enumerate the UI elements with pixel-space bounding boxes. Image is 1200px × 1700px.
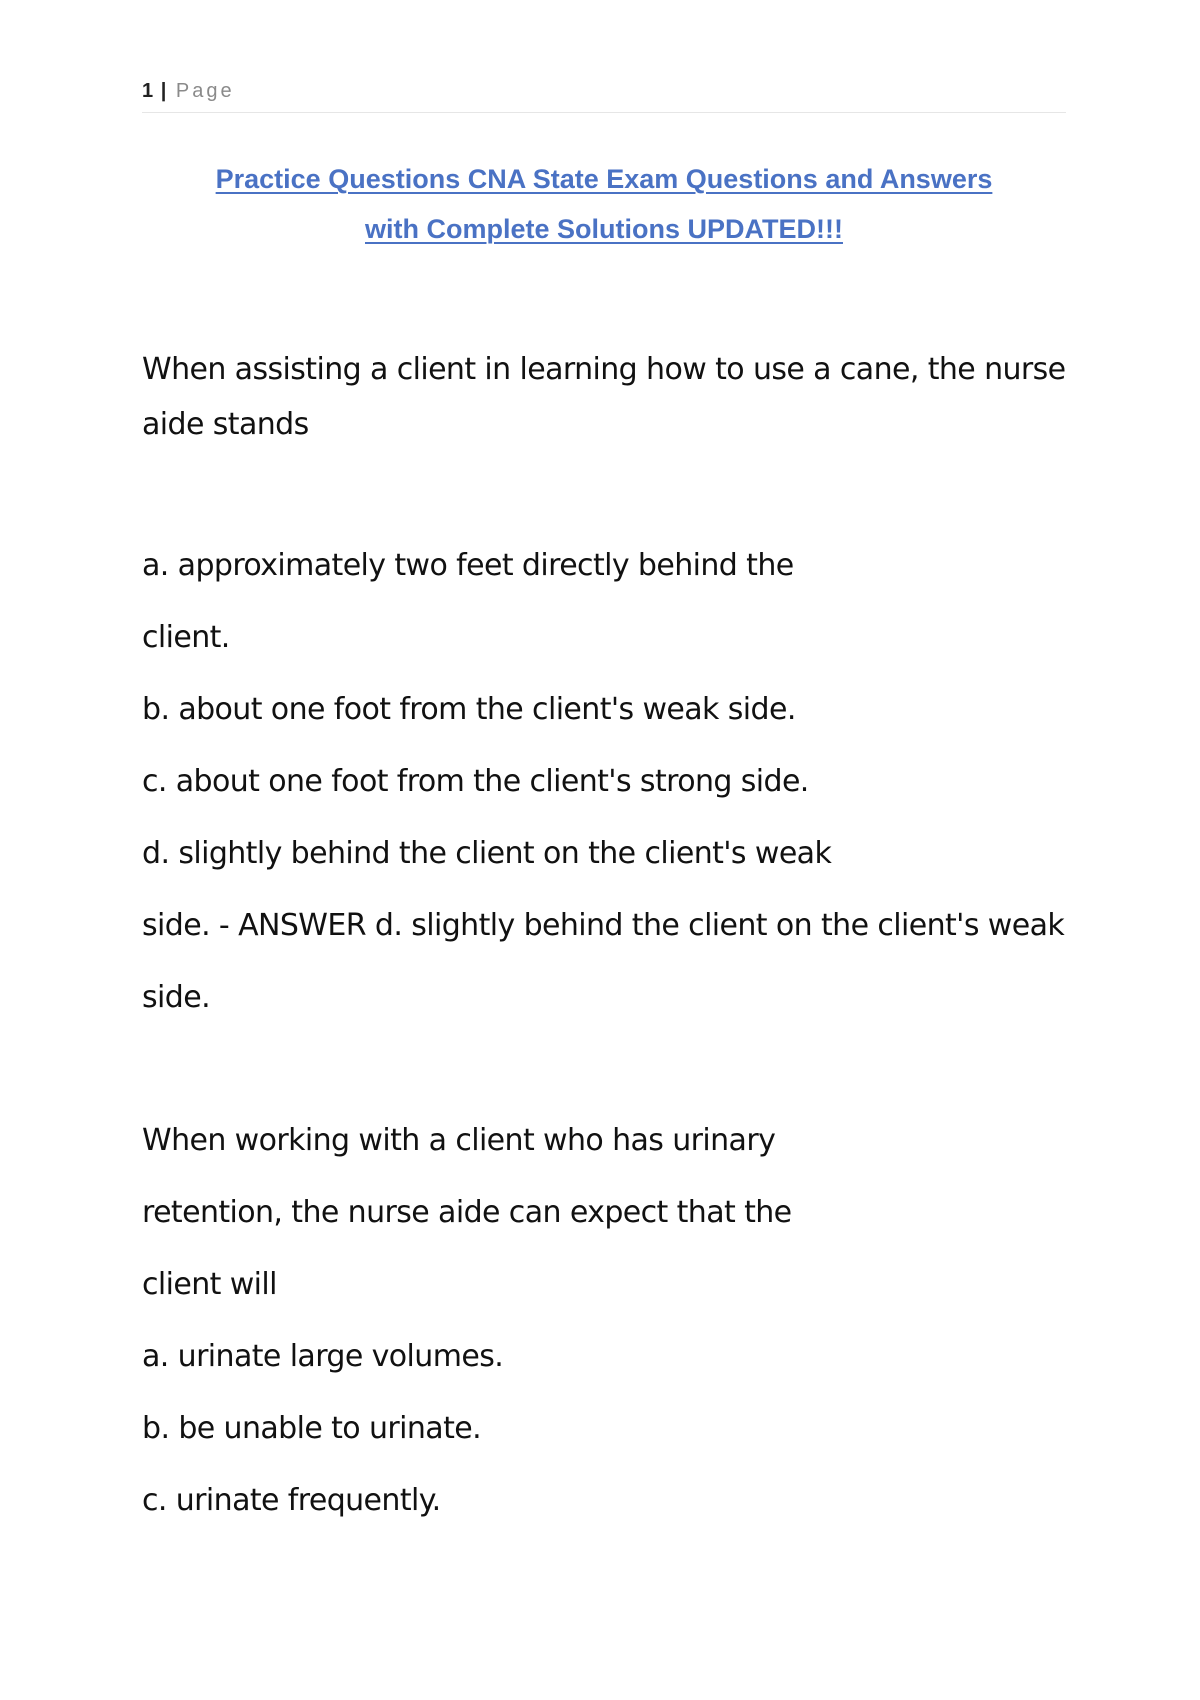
question-1-stem-line: When assisting a client in learning how to use a cane, the nurse <box>142 352 1066 387</box>
page-number-separator: | <box>160 80 167 102</box>
page-number: 1 <box>142 80 154 102</box>
document-title <box>120 154 1088 254</box>
question-1-option-a-line: a. approximately two feet directly behind the <box>142 548 794 583</box>
question-1-option-b: b. about one foot from the client's weak side. <box>142 692 796 727</box>
question-1-answer-line: side. - ANSWER d. slightly behind the client on the client's weak <box>142 908 1065 943</box>
question-2-stem-line: When working with a client who has urinary <box>142 1123 776 1158</box>
page-header <box>142 80 1066 113</box>
question-1-stem <box>142 342 1066 452</box>
question-2-option-c: c. urinate frequently. <box>142 1483 441 1518</box>
question-2-option-a: a. urinate large volumes. <box>142 1339 504 1374</box>
question-2-stem-line: retention, the nurse aide can expect that the <box>142 1195 792 1230</box>
document-title-line-2: with Complete Solutions UPDATED!!! <box>365 214 843 244</box>
page-label: Page <box>175 80 235 102</box>
question-2-stem-line: client will <box>142 1267 277 1302</box>
question-1-stem-line: aide stands <box>142 407 309 442</box>
question-1-option-a-line: client. <box>142 620 230 655</box>
question-1-answer-line: side. <box>142 980 211 1015</box>
question-2-option-b: b. be unable to urinate. <box>142 1411 482 1446</box>
document-title-line-1: Practice Questions CNA State Exam Questions and Answers <box>215 164 993 194</box>
question-1-option-c: c. about one foot from the client's strong side. <box>142 764 809 799</box>
question-1-option-d: d. slightly behind the client on the client's weak <box>142 836 832 871</box>
